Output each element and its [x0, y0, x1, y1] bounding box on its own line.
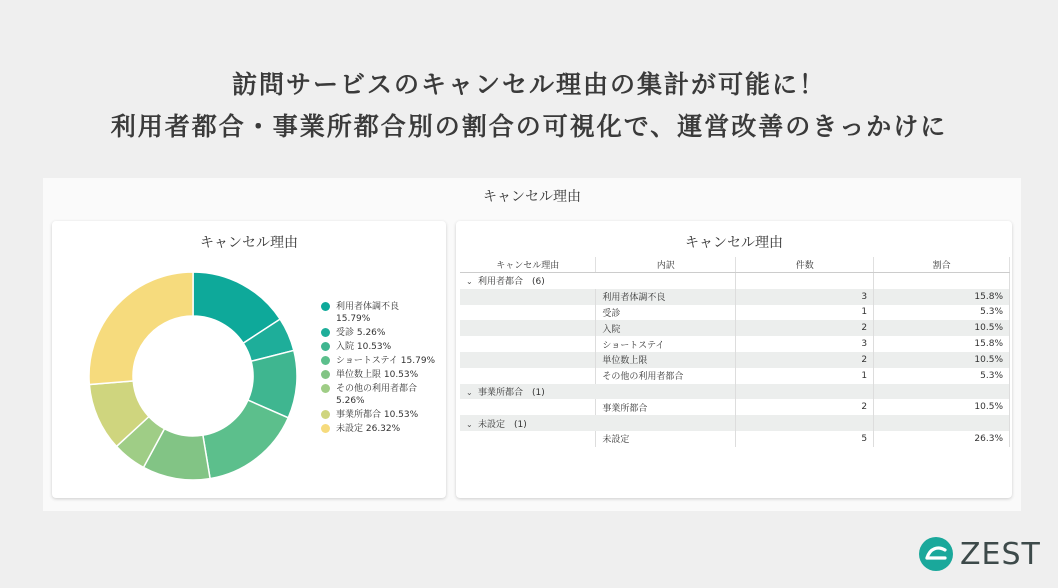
legend-dot-icon	[321, 424, 330, 433]
ratio-cell: 15.8%	[874, 336, 1010, 352]
donut-slice[interactable]	[89, 272, 193, 385]
ratio-cell: 10.5%	[874, 352, 1010, 368]
legend-dot-icon	[321, 370, 330, 379]
count-cell	[736, 273, 874, 289]
detail-cell: ショートステイ	[596, 336, 736, 352]
chart-card	[52, 221, 446, 498]
group-label: 事業所都合 (1)	[478, 387, 545, 398]
cancel-reason-table	[460, 257, 1010, 447]
detail-cell	[596, 273, 736, 289]
legend-item[interactable]	[321, 409, 436, 421]
detail-cell	[596, 415, 736, 431]
column-header-reason[interactable]: キャンセル理由	[460, 257, 596, 273]
legend-item[interactable]	[321, 423, 436, 435]
table-row[interactable]	[460, 431, 1010, 447]
legend-item[interactable]	[321, 355, 436, 367]
legend-dot-icon	[321, 356, 330, 365]
donut-slice[interactable]	[203, 400, 288, 478]
chart-legend	[321, 301, 436, 437]
ratio-cell	[874, 415, 1010, 431]
ratio-cell: 10.5%	[874, 320, 1010, 336]
group-label: 利用者都合 (6)	[478, 277, 545, 288]
legend-item[interactable]	[321, 301, 436, 325]
group-label: 未設定 (1)	[478, 419, 527, 430]
headline-line1: 訪問サービスのキャンセル理由の集計が可能に！	[231, 70, 826, 99]
legend-dot-icon	[321, 302, 330, 311]
ratio-cell: 15.8%	[874, 289, 1010, 305]
table-card-title: キャンセル理由	[685, 235, 783, 251]
legend-dot-icon	[321, 410, 330, 419]
detail-cell: 未設定	[596, 431, 736, 447]
reason-cell	[460, 336, 596, 352]
legend-label: 受診 5.26%	[336, 328, 386, 338]
ratio-cell: 5.3%	[874, 368, 1010, 384]
detail-cell: 事業所都合	[596, 399, 736, 415]
group-cell	[460, 415, 596, 431]
count-cell: 2	[736, 352, 874, 368]
table-row[interactable]	[460, 273, 1010, 289]
legend-label: その他の利用者都合 5.26%	[336, 384, 418, 406]
headline	[0, 64, 1058, 148]
detail-cell	[596, 384, 736, 400]
reason-cell	[460, 352, 596, 368]
reason-cell	[460, 399, 596, 415]
table-row[interactable]	[460, 384, 1010, 400]
dashboard-title: キャンセル理由	[483, 189, 581, 205]
donut-chart[interactable]	[88, 271, 298, 481]
detail-cell: 受診	[596, 305, 736, 321]
table-card	[456, 221, 1012, 498]
zest-logo	[918, 536, 1041, 572]
legend-label: 利用者体調不良 15.79%	[336, 302, 400, 324]
reason-cell	[460, 320, 596, 336]
reason-cell	[460, 305, 596, 321]
ratio-cell	[874, 273, 1010, 289]
table-row[interactable]	[460, 399, 1010, 415]
detail-cell: 単位数上限	[596, 352, 736, 368]
table-header-row	[460, 257, 1010, 273]
legend-label: ショートステイ 15.79%	[336, 356, 436, 366]
zest-logo-icon	[918, 536, 954, 572]
detail-cell: その他の利用者都合	[596, 368, 736, 384]
legend-dot-icon	[321, 342, 330, 351]
table-row[interactable]	[460, 352, 1010, 368]
ratio-cell: 5.3%	[874, 305, 1010, 321]
table-row[interactable]	[460, 320, 1010, 336]
reason-cell	[460, 368, 596, 384]
table-row[interactable]	[460, 289, 1010, 305]
legend-label: 入院 10.53%	[336, 342, 392, 352]
count-cell: 2	[736, 399, 874, 415]
legend-dot-icon	[321, 384, 330, 393]
count-cell	[736, 384, 874, 400]
detail-cell: 入院	[596, 320, 736, 336]
legend-item[interactable]	[321, 383, 436, 407]
legend-label: 事業所都合 10.53%	[336, 410, 419, 420]
chevron-down-icon[interactable]: ⌄	[466, 277, 473, 287]
column-header-count[interactable]: 件数	[736, 257, 874, 273]
chart-card-title: キャンセル理由	[200, 235, 298, 251]
detail-cell: 利用者体調不良	[596, 289, 736, 305]
ratio-cell: 10.5%	[874, 399, 1010, 415]
legend-label: 単位数上限 10.53%	[336, 370, 419, 380]
column-header-detail[interactable]: 内訳	[596, 257, 736, 273]
chevron-down-icon[interactable]: ⌄	[466, 387, 473, 397]
table-row[interactable]	[460, 305, 1010, 321]
count-cell: 5	[736, 431, 874, 447]
group-cell	[460, 384, 596, 400]
zest-logo-text: ZEST	[960, 536, 1041, 572]
column-header-ratio[interactable]: 割合	[874, 257, 1010, 273]
legend-item[interactable]	[321, 327, 436, 339]
table-row[interactable]	[460, 336, 1010, 352]
headline-line2: 利用者都合・事業所都合別の割合の可視化で、運営改善のきっかけに	[110, 112, 948, 141]
count-cell: 2	[736, 320, 874, 336]
reason-cell	[460, 289, 596, 305]
reason-cell	[460, 431, 596, 447]
ratio-cell: 26.3%	[874, 431, 1010, 447]
table-row[interactable]	[460, 368, 1010, 384]
count-cell: 1	[736, 368, 874, 384]
count-cell: 3	[736, 289, 874, 305]
dashboard-canvas	[43, 178, 1021, 511]
legend-item[interactable]	[321, 341, 436, 353]
table-row[interactable]	[460, 415, 1010, 431]
chevron-down-icon[interactable]: ⌄	[466, 419, 473, 429]
group-cell	[460, 273, 596, 289]
legend-label: 未設定 26.32%	[336, 424, 401, 434]
legend-dot-icon	[321, 328, 330, 337]
count-cell: 1	[736, 305, 874, 321]
legend-item[interactable]	[321, 369, 436, 381]
count-cell: 3	[736, 336, 874, 352]
count-cell	[736, 415, 874, 431]
ratio-cell	[874, 384, 1010, 400]
